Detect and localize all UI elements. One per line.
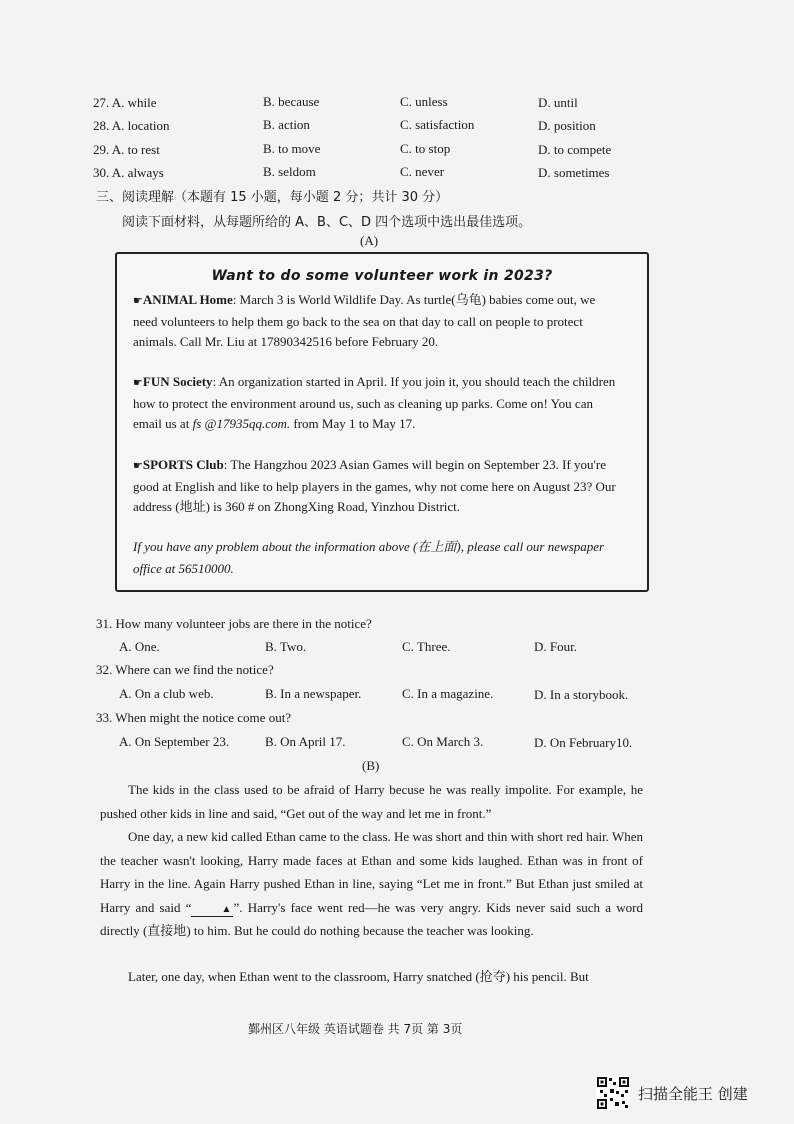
section-title: 三、阅读理解（本题有 15 小题，每小题 2 分；共计 30 分） <box>96 190 449 205</box>
notice-fun-paragraph <box>133 372 623 435</box>
pointing-hand-icon: ☛ <box>133 459 143 472</box>
note-cn-gloss: 在上面 <box>417 540 457 555</box>
pointing-hand-icon: ☛ <box>133 376 143 389</box>
p3-text-a: Later, one day, when Ethan went to the classroom, Harry snatched ( <box>128 969 480 984</box>
notice-box <box>115 252 649 592</box>
q33-option-a: A. On September 23. <box>119 734 230 749</box>
option-29-b: B. to move <box>263 141 321 156</box>
animal-home-label: ANIMAL Home <box>142 292 233 307</box>
passage-b-paragraph-1: The kids in the class used to be afraid of Harry becuse he was really impolite. For example, he pushed other kids in line and said, “Get out of the way and let me in front.” <box>100 782 643 821</box>
pointing-hand-icon: ☛ <box>133 294 143 307</box>
q31-option-b: B. Two. <box>265 639 307 654</box>
animal-text-2: ) babies come out, we need volunteers to help them go back to the sea on that day to call on people to protect animals. Call Mr. Liu at 17890342516 before February 20. <box>133 292 596 349</box>
option-30-a: 30. A. always <box>93 165 164 180</box>
q32-option-b: B. In a newspaper. <box>265 686 362 701</box>
animal-text-1: : March 3 is World Wildlife Day. As turtle( <box>232 292 456 307</box>
option-27-c: C. unless <box>400 94 448 109</box>
option-29-d: D. to compete <box>538 142 612 157</box>
part-b-label: (B) <box>362 758 380 773</box>
page-footer: 鄞州区八年级 英语试题卷 共 7页 第 3页 <box>248 1022 463 1036</box>
q31-option-a: A. One. <box>119 639 160 654</box>
p2-text-a: One day, a new kid called Ethan came to the class. He was short and thin with short red hair. When the teacher wasn't looking, Harry made faces at Ethan and some kids laughed. Ethan was in front of Harry in the line. Again Harry pushed Ethan in line, saying “Let me in front.” But Ethan just smiled at Harry and said “ <box>100 829 643 915</box>
question-33: 33. When might the notice come out? <box>96 710 292 725</box>
qr-code-icon <box>596 1076 630 1110</box>
part-a-label: (A) <box>360 233 379 248</box>
passage-b-paragraph-2 <box>100 825 643 944</box>
p2-text-b: ”. Harry's face went red—he was very angry. Kids never said such a word directly ( <box>100 899 643 938</box>
option-30-b: B. seldom <box>263 164 316 179</box>
fun-text-1: : An organization started in April. If you join it, you should teach the children how to protect the environment around us, such as cleaning up parks. Come on! You can email us at <box>133 374 616 431</box>
option-27-b: B. because <box>263 94 320 109</box>
animal-cn-gloss: 乌龟 <box>455 293 482 308</box>
scanner-watermark: 扫描全能王 创建 <box>638 1085 748 1103</box>
option-30-d: D. sometimes <box>538 165 610 180</box>
option-27-a: 27. A. while <box>93 95 157 110</box>
q33-option-d: D. On February10. <box>534 735 633 750</box>
question-32: 32. Where can we find the notice? <box>96 662 274 677</box>
option-29-a: 29. A. to rest <box>93 142 160 157</box>
answer-blank: ▲ <box>191 904 233 917</box>
p2-text-c: ) to him. But he could do nothing because the teacher was looking. <box>186 923 534 938</box>
note-text-2: ), please call our newspaper office at 56510000. <box>133 539 605 576</box>
q33-option-b: B. On April 17. <box>265 734 346 749</box>
option-30-c: C. never <box>400 164 445 179</box>
q32-option-a: A. On a club web. <box>119 686 214 701</box>
option-28-a: 28. A. location <box>93 118 170 133</box>
note-text-1: If you have any problem about the information above ( <box>133 539 418 554</box>
option-29-c: C. to stop <box>400 141 451 156</box>
fun-text-2: from May 1 to May 17. <box>290 416 416 431</box>
p3-text-b: ) his pencil. But <box>505 969 589 984</box>
p3-cn-gloss: 抢夺 <box>479 970 506 985</box>
option-27-d: D. until <box>538 95 578 110</box>
option-28-d: D. position <box>538 118 596 133</box>
sports-text-2: ) is 360 # on ZhongXing Road, Yinzhou District. <box>205 499 461 514</box>
sports-cn-gloss: 地址 <box>179 500 206 515</box>
notice-animal-paragraph <box>133 290 623 353</box>
option-28-b: B. action <box>263 117 310 132</box>
q32-option-d: D. In a storybook. <box>534 687 629 702</box>
q32-option-c: C. In a magazine. <box>402 686 494 701</box>
notice-title: Want to do some volunteer work in 2023? <box>211 268 553 284</box>
section-instruction: 阅读下面材料，从每题所给的 A、B、C、D 四个选项中选出最佳选项。 <box>122 215 532 230</box>
passage-b-paragraph-3 <box>100 965 643 990</box>
option-28-c: C. satisfaction <box>400 117 475 132</box>
q33-option-c: C. On March 3. <box>402 734 484 749</box>
sports-text-1: : The Hangzhou 2023 Asian Games will begin on September 23. If you're good at English and like to help players in the games, why not come here on August 23? Our address ( <box>133 457 616 514</box>
q31-option-d: D. Four. <box>534 639 577 654</box>
fun-society-label: FUN Society <box>142 374 213 389</box>
question-31: 31. How many volunteer jobs are there in the notice? <box>96 616 372 631</box>
notice-sports-paragraph <box>133 455 623 519</box>
p2-cn-gloss: 直接地 <box>147 924 187 939</box>
sports-club-label: SPORTS Club <box>142 457 224 472</box>
fun-email: fs @17935qq.com. <box>192 416 291 431</box>
notice-contact-note <box>133 537 623 579</box>
q31-option-c: C. Three. <box>402 639 451 654</box>
